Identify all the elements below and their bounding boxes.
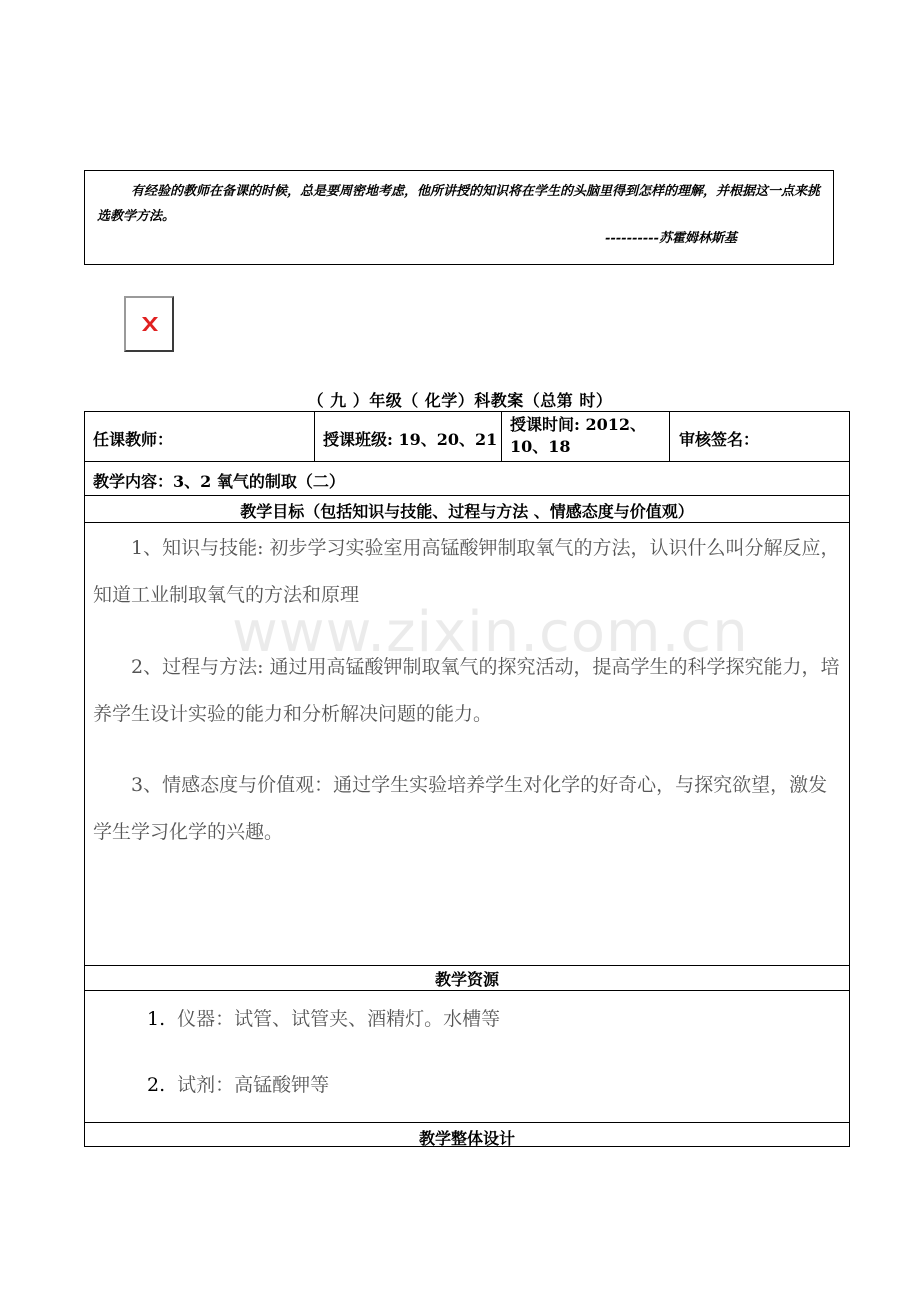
divider	[85, 495, 849, 496]
goal-knowledge: 1、知识与技能: 初步学习实验室用高锰酸钾制取氧气的方法，认识什么叫分解反应，知道工业制取氧气的方法和原理	[93, 537, 840, 606]
divider	[501, 412, 502, 461]
quote-box	[84, 170, 834, 265]
divider	[85, 990, 849, 991]
resource-text: 试剂：高锰酸钾等	[177, 1074, 330, 1096]
time-label: 授课时间: 2012、10、18	[510, 415, 647, 456]
broken-image-icon	[124, 296, 174, 352]
teacher-label: 任课教师：	[93, 430, 174, 449]
goal-attitude: 3、情感态度与价值观：通过学生实验培养学生对化学的好奇心，与探究欲望，激发学生学习化学的兴趣。	[93, 774, 828, 843]
divider	[85, 522, 849, 523]
resources-header: 教学资源	[434, 970, 499, 989]
resource-number: 1.	[147, 1008, 166, 1030]
divider	[85, 461, 849, 462]
quote-text: 有经验的教师在备课的时候，总是要周密地考虑，他所讲授的知识将在学生的头脑里得到怎样的理解，并根据这一点来挑选教学方法。	[97, 184, 821, 224]
class-label: 授课班级: 19、20、21	[323, 430, 498, 449]
red-x-icon	[140, 314, 160, 334]
document-title: （ 九 ）年级（ 化学）科教案（总第 时）	[307, 391, 613, 410]
design-header: 教学整体设计	[418, 1129, 515, 1148]
resource-item	[147, 1004, 500, 1031]
teaching-content: 教学内容：3、2 氧气的制取（二）	[93, 472, 345, 491]
goal-process: 2、过程与方法: 通过用高锰酸钾制取氧气的探究活动，提高学生的科学探究能力，培养学生设计实验的能力和分析解决问题的能力。	[93, 656, 840, 725]
divider	[85, 965, 849, 966]
resource-number: 2.	[147, 1074, 166, 1096]
divider	[314, 412, 315, 461]
watermark: www.zixin.com.cn	[232, 600, 749, 665]
review-signature-label: 审核签名：	[679, 430, 760, 449]
resource-item	[147, 1070, 329, 1097]
resource-text: 仪器：试管、试管夹、酒精灯。水槽等	[177, 1008, 501, 1030]
lesson-plan-table	[84, 411, 850, 1147]
quote-author: ----------苏霍姆林斯基	[605, 231, 737, 246]
divider	[85, 1122, 849, 1123]
goals-header: 教学目标（包括知识与技能、过程与方法 、情感态度与价值观）	[240, 502, 694, 521]
